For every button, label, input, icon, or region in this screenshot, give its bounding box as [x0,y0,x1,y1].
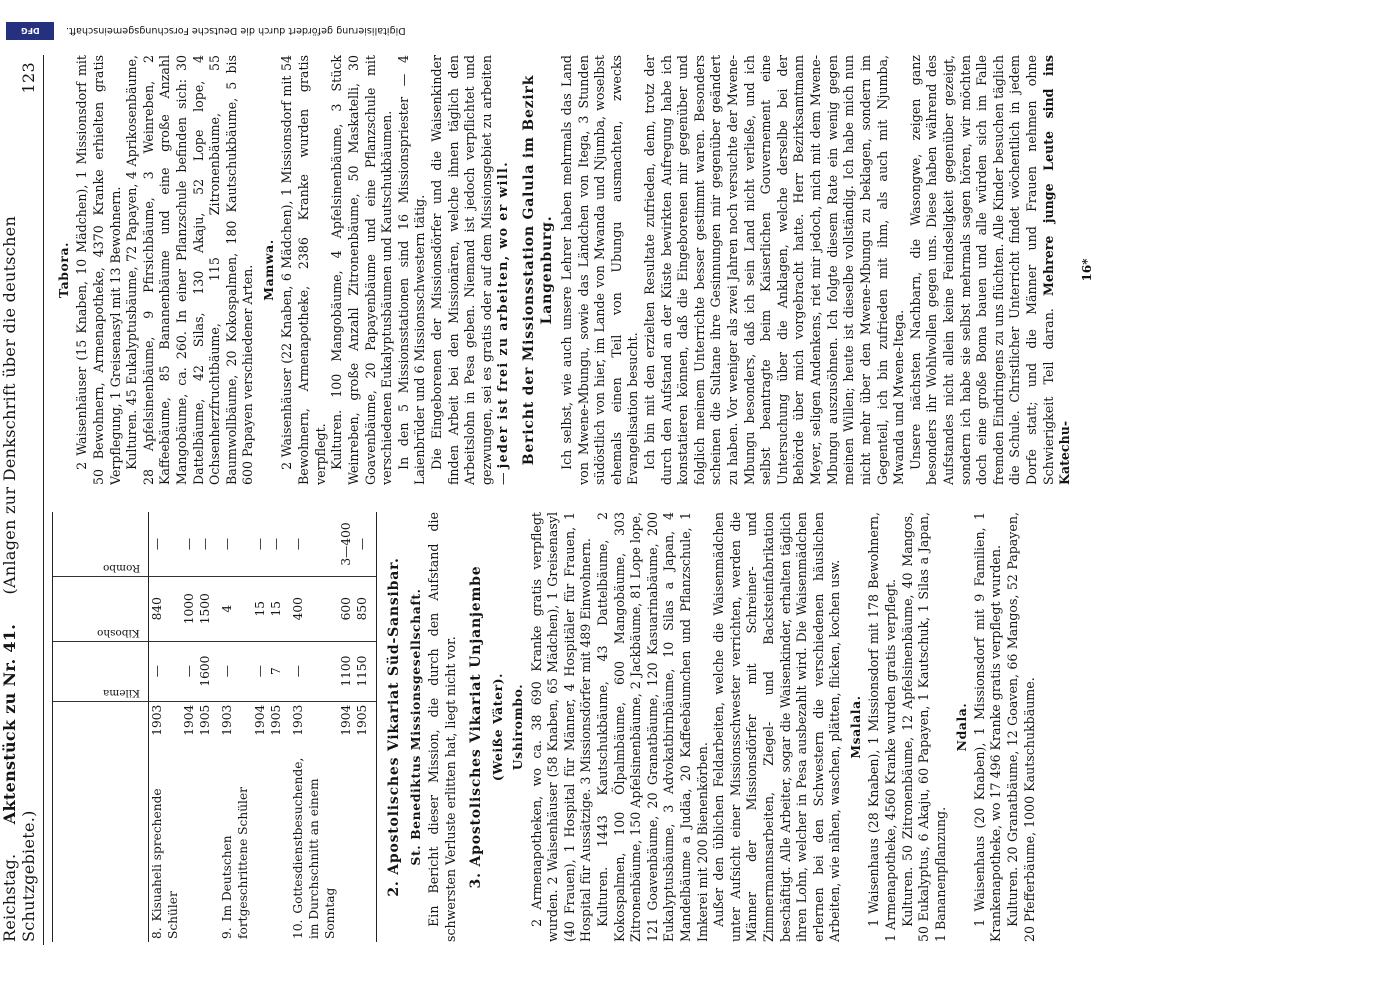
digitization-note-text: Digitalisierung gefördert durch die Deutsche Forschungsgemeinschaft. [66,25,406,37]
signature-mark: 16* [1079,258,1094,282]
tabora-heading: Tabora. [56,241,71,299]
cell-kibosho: 400 [290,577,338,642]
msalala-paragraph-2: Kulturen. 50 Zitronenbäume, 12 Apfelsinenbäume, 40 Mangos, 50 Eukalyptus, 6 Akaju, 60 Papayen, 1 Kautschuk, 1 Silas a Japan, 1 Bananenpflanzung. [899,512,948,942]
left-column [52,512,1302,942]
cell-rombo: — [181,512,197,577]
statistics-table [52,512,377,942]
ndala-paragraph-1: 1 Waisenhaus (20 Knaben), 1 Missionsdorf mit 9 Familien, 1 Krankenapotheke, wo 17 496 Kranke gratis verpflegt wurden. [971,512,1004,942]
cell-kilema: 1150 [354,641,377,701]
cell-rombo: — [197,512,219,577]
row-description: Kisuaheli sprechende Schüler [150,788,181,939]
ushirombo-paragraph-1: 2 Armenapotheken, wo ca. 38 690 Kranke gratis verpflegt wurden. 2 Waisenhäuser (58 Knaben, 65 Mädchen), 1 Greisenasyl (40 Frauen), 1 Hospital für Männer, 4 Hospitäler für Frauen, 1 Hospital für Aussätzige. 3 Missionsdörfer mit 489 Einwohnern. [528,512,594,942]
tabora-paragraph-2: Kulturen. 45 Eukalyptusbäume, 72 Papayen, 4 Aprikosenbäume, 28 Apfelsinenbäume, 9 Pfirsichbäume, 3 Weinreben, 2 Kaffeebäume, 85 Bananenbäume und eine große Anzahl Mangobäume, ca. 260. In einer Pflanzschule befinden sich: 30 Dattelbäume, 42 Silas, 130 Akaju, 52 Lope lope, 4 Ochsenherzfruchtbäume, 115 Zitronenbäume, 55 Baumwollbäume, 20 Kokospalmen, 180 Kautschukbäume, 5 bis 600 Papayen verschiedener Arten. [124,55,256,485]
table-row [219,512,251,942]
cell-kilema: — [290,641,338,701]
right-column [52,55,1302,485]
row-year: 1904 [339,704,354,736]
header-rule [43,55,44,945]
cell-kilema: — [181,641,197,701]
row-label: 8. [150,927,164,939]
galula-paragraph-3-bold: Mehrere junge Leute sind ins Katechu- [1040,55,1073,485]
row-year: 1903 [290,704,305,736]
row-year: 1903 [150,704,164,736]
msalala-heading: Msalala. [848,695,864,759]
cell-kilema: — [219,641,251,701]
section-2-text: Ein Bericht dieser Mission, die durch den Aufstand die schwersten Verluste erlitten hat, liegt nicht vor. [426,512,458,942]
galula-paragraph-3-text: Unsere nächsten Nachbarn, die Wasongwe, zeigen ganz besonders ihr Wohlwollen gegen uns. Diese haben während des Aufstandes nicht allein keine Feindseligkeit gegenüber gezeigt, sondern ich habe sie selbst mehrmals sagen hören, wir möchten doch eine große Boma bauen und alle würden sich im Falle fremden Eindringens zu uns flüchten. Alle Kinder besuchen täglich die Schule. Christlicher Unterricht findet wöchentlich in jedem Dorfe statt; und die Männer und Frauen nehmen ohne Schwierigkeit Teil daran. [907,55,1056,485]
section-3-title: 3. Apostolisches Vikariat Unjanjembe [468,565,485,889]
running-header [0,62,38,942]
cell-kilema: — [252,641,268,701]
msalala-paragraph-1: 1 Waisenhaus (28 Knaben), 1 Missionsdorf mit 178 Bewohnern, 1 Armenapotheke, 4560 Kranke wurden gratis verpflegt. [866,512,899,942]
dfg-badge-text: DFG [20,26,40,36]
cell-kibosho: 850 [354,577,377,642]
cell-rombo: — [219,512,251,577]
cell-kibosho: 1000 [181,577,197,642]
row-year: 1904 [182,704,197,736]
cell-rombo: — [252,512,268,577]
row-year: 1905 [198,704,213,736]
table-row [197,512,219,942]
table-row [252,512,268,942]
tabora-paragraph-1: 2 Waisenhäuser (15 Knaben, 10 Mädchen), 1 Missionsdorf mit 50 Bewohnern, Armenapotheke, 4370 Kranke erhielten gratis Verpflegung, 1 Greisenasyl mit 13 Bewohnern. [74,55,123,485]
col-header-kibosho: Kibosho [97,626,141,639]
section-3-subtitle: (Weiße Väter). [489,672,505,782]
table-row [181,512,197,942]
cell-kilema: 1100 [338,641,354,701]
mamwa-paragraph-1: 2 Waisenhäuser (22 Knaben, 6 Mädchen), 1 Missionsdorf mit 54 Bewohnern, Armenapotheke, 2386 Kranke wurden gratis verpflegt. [279,55,328,485]
row-description: Im Deutschen fortgeschrittene Schüler [220,787,251,939]
header-title: (Anlagen zur Denkschrift über die deutschen Schutzgebiete.) [0,215,38,942]
ushirombo-paragraph-3: Außer den üblichen Feldarbeiten, welche die Waisenmädchen unter Aufsicht einer Missionsschwester verrichten, werden die Männer der Missionsdörfer mit Schreiner- und Zimmermannsarbeiten, Ziegel- und Backsteinfabrikation beschäftigt. Alle Arbeiter, sogar die Waisenkinder, erhalten täglich ihren Lohn, welcher in Pesa ausbezahlt wird. Die Waisenmädchen erlernen bei den Schwestern die verschiedenen häuslichen Arbeiten, wie nähen, waschen, plätten, flicken, kochen usw. [711,512,843,942]
dfg-badge [6,22,54,40]
row-year: 1903 [220,704,235,736]
header-left: Reichstag. [0,853,19,942]
header-aktenstueck: Aktenstück zu Nr. 41. [0,623,19,825]
cell-kibosho: 1500 [197,577,219,642]
row-year: 1905 [355,704,370,736]
mamwa-paragraph-3: In den 5 Missionsstationen sind 16 Missionspriester — 4 Laienbrüder und 6 Missionsschwestern tätig. [395,55,428,485]
section-2-subtitle: St. Benediktus Missionsgesellschaft. [407,588,423,866]
table-row [149,512,182,942]
row-description: Gottesdienstbesuchende, im Durchschnitt an einem Sonntag [290,757,337,939]
cell-rombo: 3—400 [338,512,354,577]
cell-kibosho: 4 [219,577,251,642]
cell-kibosho: 840 [149,577,182,642]
col-header-kilema: Kilema [103,686,141,699]
galula-paragraph-1: Ich selbst, wie auch unsere Lehrer haben mehrmals das Land von Mwene-Mbungu, sowie das Ländchen von Itega, 3 Stunden südöstlich von hier, im Lande von Mwanda und Njumba, woselbst ehemals einen Teil von Ubungu ausmachten, zwecks Evangelisation besucht. [558,55,641,485]
galula-paragraph-3 [908,55,1074,485]
galula-paragraph-2: Ich bin mit den erzielten Resultate zufrieden, denn, trotz der durch den Aufstand an der Küste bewirkten Aufregung habe ich konstatieren können, daß die Eingeborenen mir gegenüber und folglich meinem Unterrichte besser gestimmt waren. Besonders scheinen die Sultane ihre Gesinnungen mir gegenüber geändert zu haben. Vor weniger als zwei Jahren noch versuchte der Mwene-Mbungu besonders, daß ich sein Land nicht verließe, und ich selbst beantragte beim Kaiserlichen Gouvernement eine Untersuchung über die Anklagen, welche derselbe bei der Behörde über mich vorgebracht hatte. Herr Bezirksamtmann Meyer, seligen Andenkens, riet mir jedoch, mich mit dem Mwene-Mbungu auszusöhnen. Ich folgte diesem Rate ein wenig gegen meinen Willen; heute ist dieselbe vollständig. Ich habe mich nun nicht mehr über den Mwene-Mbungu zu beklagen, sondern im Gegenteil, ich bin zufrieden mit ihm, als auch mit Njumba, Mwanda und Mwene-Itega. [641,55,907,485]
table-row [290,512,338,942]
cell-rombo: — [290,512,338,577]
section-2-title: 2. Apostolisches Vikariat Süd-Sansibar. [386,557,403,897]
row-label: 9. [220,927,235,939]
col-header-rombo: Rombo [102,562,141,575]
mamwa-paragraph-2: Kulturen. 100 Mangobäume, 4 Apfelsinenbäume, 3 Stück Weinreben, große Anzahl Zitronenbäume, 50 Maskatelli, 30 Goavenbäume, 20 Papayenbäume und eine Pflanzschule mit verschiedenen Eukalyptusbäumen und Kautschukbäumen. [329,55,395,485]
row-year: 1905 [268,704,283,736]
digitization-note [66,22,946,40]
row-year: 1904 [252,704,267,736]
cell-kibosho: 15 [252,577,268,642]
cell-kibosho: 600 [338,577,354,642]
cell-kilema: — [149,641,182,701]
cell-rombo: — [354,512,377,577]
cell-rombo: — [149,512,182,577]
mamwa-paragraph-4-emphasis: jeder ist frei zu arbeiten, wo er will. [495,160,511,469]
table-row [338,512,354,942]
cell-kilema: 7 [268,641,290,701]
table-row [268,512,290,942]
ushirombo-paragraph-2: Kulturen. 1443 Kautschukbäume, 43 Dattelbäume, 2 Kokospalmen, 100 Ölpalmbäume, 600 Mangobäume, 303 Zitronenbäume, 150 Apfelsinenbäume, 2 Jackbäume, 81 Lope lope, 121 Goavenbäume, 20 Granatbäume, 120 Kasuarinabäume, 200 Eukalyptusbäume, 3 Advokatbirnbäume, 10 Silas a Japan, 4 Mandelbäume a Judäa, 20 Kaffeebäumchen und Pflanzschule, 1 Imkerei mit 200 Bienenkörben. [594,512,710,942]
ushirombo-heading: Ushirombo. [510,683,526,771]
cell-kibosho: 15 [268,577,290,642]
cell-rombo: — [268,512,290,577]
mamwa-paragraph-4 [429,55,512,485]
row-label: 10. [290,919,305,939]
statistics-table-body [149,512,377,942]
cell-kilema: 1600 [197,641,219,701]
table-row [354,512,377,942]
galula-report-title: Bericht der Missionsstation Galula im Bezirk Langenburg. [520,74,556,466]
mamwa-heading: Mamwa. [261,239,277,301]
page-number: 123 [19,62,38,94]
ndala-paragraph-2: Kulturen. 20 Granatbäume, 12 Goaven, 66 Mangos, 52 Papayen, 20 Pfefferbäume, 1000 Kautschukbäume. [1005,512,1037,942]
mamwa-paragraph-4-text: Die Eingeborenen der Missionsdörfer und die Waisenkinder finden Arbeit bei den Missionären, welche ihnen täglich den Arbeitslohn in Pesa geben. Niemand ist jedoch verpflichtet und gezwungen, sei es gratis oder auf dem Missionsgebiet zu arbeiten — [428,55,511,485]
ndala-heading: Ndala. [953,702,969,752]
